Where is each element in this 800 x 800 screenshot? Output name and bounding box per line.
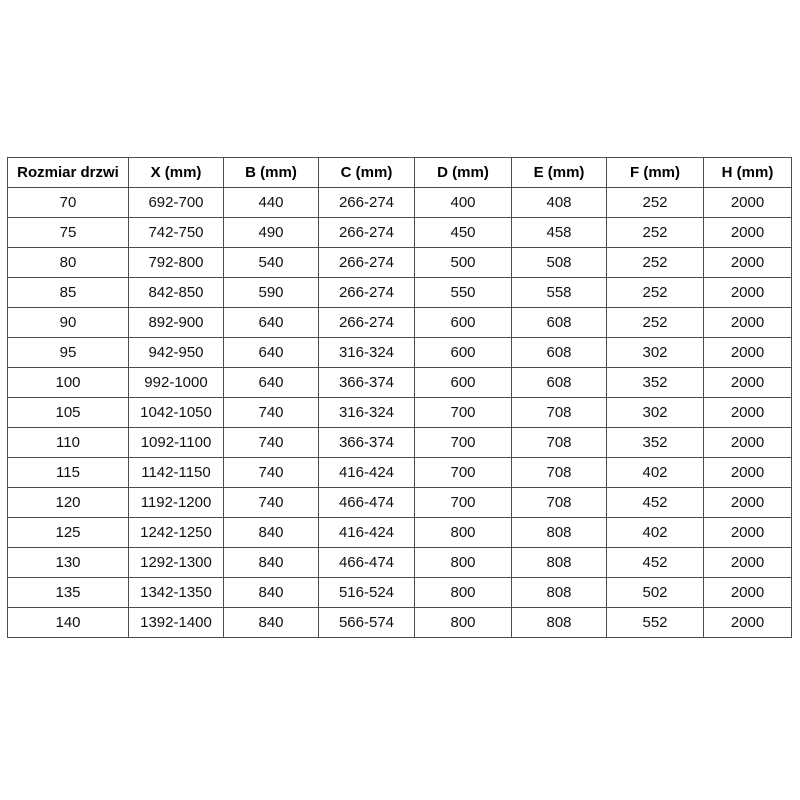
- table-row: [8, 518, 792, 548]
- table-cell: 400: [415, 188, 512, 218]
- table-row: [8, 578, 792, 608]
- table-cell: 252: [607, 188, 704, 218]
- table-cell: 402: [607, 518, 704, 548]
- table-cell: 352: [607, 368, 704, 398]
- table-cell: 808: [512, 518, 607, 548]
- table-cell: 366-374: [319, 428, 415, 458]
- table-cell: 792-800: [129, 248, 224, 278]
- table-cell: 115: [8, 458, 129, 488]
- table-cell: 140: [8, 608, 129, 638]
- table-cell: 352: [607, 428, 704, 458]
- table-cell: 490: [224, 218, 319, 248]
- table-row: [8, 278, 792, 308]
- table-cell: 508: [512, 248, 607, 278]
- table-cell: 1192-1200: [129, 488, 224, 518]
- table-cell: 942-950: [129, 338, 224, 368]
- table-cell: 252: [607, 308, 704, 338]
- table-cell: 1142-1150: [129, 458, 224, 488]
- table-cell: 316-324: [319, 338, 415, 368]
- table-cell: 740: [224, 458, 319, 488]
- table-cell: 700: [415, 428, 512, 458]
- table-row: [8, 488, 792, 518]
- table-cell: 2000: [704, 488, 792, 518]
- table-cell: 1292-1300: [129, 548, 224, 578]
- column-header: F (mm): [607, 158, 704, 188]
- table-cell: 840: [224, 608, 319, 638]
- table-cell: 700: [415, 488, 512, 518]
- column-header: D (mm): [415, 158, 512, 188]
- table-cell: 808: [512, 608, 607, 638]
- table-cell: 85: [8, 278, 129, 308]
- table-cell: 80: [8, 248, 129, 278]
- table-cell: 552: [607, 608, 704, 638]
- table-cell: 540: [224, 248, 319, 278]
- table-cell: 252: [607, 218, 704, 248]
- table-cell: 2000: [704, 608, 792, 638]
- door-size-table: [7, 157, 792, 638]
- table-cell: 640: [224, 368, 319, 398]
- table-cell: 266-274: [319, 248, 415, 278]
- table-cell: 992-1000: [129, 368, 224, 398]
- table-cell: 110: [8, 428, 129, 458]
- table-row: [8, 458, 792, 488]
- table-row: [8, 368, 792, 398]
- table-cell: 502: [607, 578, 704, 608]
- table-cell: 840: [224, 578, 319, 608]
- table-row: [8, 548, 792, 578]
- table-cell: 90: [8, 308, 129, 338]
- table-cell: 452: [607, 548, 704, 578]
- table-row: [8, 428, 792, 458]
- table-cell: 440: [224, 188, 319, 218]
- table-cell: 500: [415, 248, 512, 278]
- table-cell: 808: [512, 578, 607, 608]
- table-cell: 95: [8, 338, 129, 368]
- table-cell: 708: [512, 428, 607, 458]
- table-cell: 800: [415, 608, 512, 638]
- table-cell: 800: [415, 578, 512, 608]
- table-row: [8, 308, 792, 338]
- table-cell: 550: [415, 278, 512, 308]
- table-cell: 135: [8, 578, 129, 608]
- table-cell: 302: [607, 398, 704, 428]
- column-header: Rozmiar drzwi: [8, 158, 129, 188]
- table-cell: 125: [8, 518, 129, 548]
- column-header: B (mm): [224, 158, 319, 188]
- table-cell: 840: [224, 548, 319, 578]
- table-cell: 105: [8, 398, 129, 428]
- table-cell: 516-524: [319, 578, 415, 608]
- column-header: H (mm): [704, 158, 792, 188]
- table-cell: 1092-1100: [129, 428, 224, 458]
- table-header-row: [8, 158, 792, 188]
- table-cell: 402: [607, 458, 704, 488]
- table-cell: 2000: [704, 248, 792, 278]
- table-cell: 266-274: [319, 188, 415, 218]
- table-cell: 740: [224, 488, 319, 518]
- table-cell: 2000: [704, 368, 792, 398]
- table-cell: 316-324: [319, 398, 415, 428]
- table-cell: 640: [224, 308, 319, 338]
- column-header: C (mm): [319, 158, 415, 188]
- table-cell: 700: [415, 398, 512, 428]
- table-cell: 408: [512, 188, 607, 218]
- table-cell: 366-374: [319, 368, 415, 398]
- table-row: [8, 248, 792, 278]
- table-cell: 252: [607, 248, 704, 278]
- table-cell: 120: [8, 488, 129, 518]
- table-cell: 842-850: [129, 278, 224, 308]
- table-cell: 416-424: [319, 518, 415, 548]
- table-cell: 266-274: [319, 218, 415, 248]
- table-row: [8, 338, 792, 368]
- table-cell: 740: [224, 398, 319, 428]
- table-cell: 75: [8, 218, 129, 248]
- table-cell: 452: [607, 488, 704, 518]
- table-cell: 2000: [704, 518, 792, 548]
- table-cell: 566-574: [319, 608, 415, 638]
- table-cell: 808: [512, 548, 607, 578]
- table-cell: 600: [415, 308, 512, 338]
- table-cell: 2000: [704, 458, 792, 488]
- table-row: [8, 188, 792, 218]
- table-cell: 800: [415, 548, 512, 578]
- table-cell: 600: [415, 368, 512, 398]
- table-cell: 608: [512, 338, 607, 368]
- table-cell: 2000: [704, 278, 792, 308]
- table-cell: 1042-1050: [129, 398, 224, 428]
- table-cell: 608: [512, 368, 607, 398]
- table-cell: 2000: [704, 188, 792, 218]
- table-cell: 708: [512, 398, 607, 428]
- table-body: [8, 188, 792, 638]
- table-cell: 302: [607, 338, 704, 368]
- table-cell: 2000: [704, 578, 792, 608]
- table-cell: 740: [224, 428, 319, 458]
- table-cell: 1392-1400: [129, 608, 224, 638]
- table-cell: 416-424: [319, 458, 415, 488]
- table-cell: 608: [512, 308, 607, 338]
- table-row: [8, 608, 792, 638]
- table-cell: 742-750: [129, 218, 224, 248]
- table-cell: 558: [512, 278, 607, 308]
- table-cell: 640: [224, 338, 319, 368]
- table-cell: 2000: [704, 398, 792, 428]
- table-cell: 466-474: [319, 548, 415, 578]
- table-cell: 2000: [704, 308, 792, 338]
- column-header: E (mm): [512, 158, 607, 188]
- table-cell: 100: [8, 368, 129, 398]
- table-cell: 458: [512, 218, 607, 248]
- table-cell: 892-900: [129, 308, 224, 338]
- table-cell: 266-274: [319, 278, 415, 308]
- table-cell: 1342-1350: [129, 578, 224, 608]
- table-cell: 700: [415, 458, 512, 488]
- table-cell: 450: [415, 218, 512, 248]
- table-cell: 266-274: [319, 308, 415, 338]
- table-cell: 2000: [704, 428, 792, 458]
- table-cell: 466-474: [319, 488, 415, 518]
- table-cell: 70: [8, 188, 129, 218]
- table-cell: 1242-1250: [129, 518, 224, 548]
- table-cell: 130: [8, 548, 129, 578]
- table-cell: 252: [607, 278, 704, 308]
- column-header: X (mm): [129, 158, 224, 188]
- table-row: [8, 218, 792, 248]
- table-cell: 708: [512, 458, 607, 488]
- table-cell: 692-700: [129, 188, 224, 218]
- table-cell: 590: [224, 278, 319, 308]
- table-cell: 708: [512, 488, 607, 518]
- table-row: [8, 398, 792, 428]
- table-cell: 2000: [704, 338, 792, 368]
- door-size-table-container: [7, 157, 792, 638]
- table-cell: 600: [415, 338, 512, 368]
- table-cell: 2000: [704, 548, 792, 578]
- table-cell: 800: [415, 518, 512, 548]
- table-cell: 840: [224, 518, 319, 548]
- table-cell: 2000: [704, 218, 792, 248]
